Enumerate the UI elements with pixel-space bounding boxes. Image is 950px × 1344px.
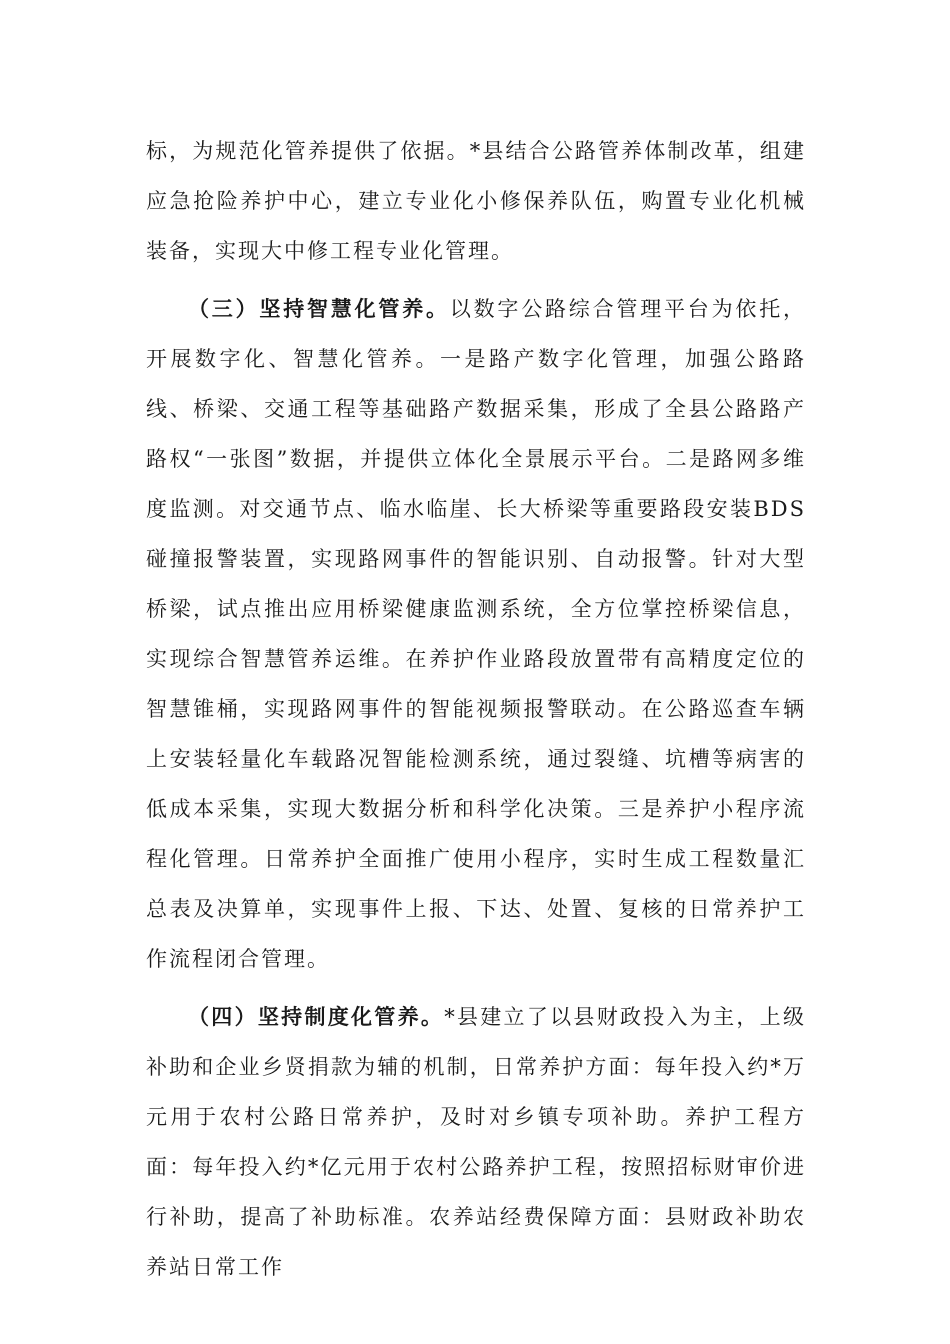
paragraph-institutional-maintenance bbox=[146, 992, 806, 1292]
paragraph-smart-maintenance bbox=[146, 284, 806, 984]
section-heading-institutional: （四）坚持制度化管养。 bbox=[188, 1004, 445, 1029]
section-heading-smart: （三）坚持智慧化管养。 bbox=[188, 296, 450, 321]
document-page bbox=[146, 126, 806, 1292]
paragraph-text: *县建立了以县财政投入为主，上级补助和企业乡贤捐款为辅的机制，日常养护方面：每年投入约*万元用于农村公路日常养护，及时对乡镇专项补助。养护工程方面：每年投入约*亿元用于农村公路养护工程，按照招标财审价进行补助，提高了补助标准。农养站经费保障方面：县财政补助农养站日常工作 bbox=[146, 1005, 807, 1279]
paragraph-text: 标，为规范化管养提供了依据。*县结合公路管养体制改革，组建应急抢险养护中心，建立专业化小修保养队伍，购置专业化机械装备，实现大中修工程专业化管理。 bbox=[146, 139, 806, 263]
paragraph-continuation bbox=[146, 126, 806, 276]
paragraph-text: 以数字公路综合管理平台为依托，开展数字化、智慧化管养。一是路产数字化管理，加强公路路线、桥梁、交通工程等基础路产数据采集，形成了全县公路路产路权“一张图”数据，并提供立体化全景展示平台。二是路网多维度监测。对交通节点、临水临崖、长大桥梁等重要路段安装BDS碰撞报警装置，实现路网事件的智能识别、自动报警。针对大型桥梁，试点推出应用桥梁健康监测系统，全方位掌控桥梁信息，实现综合智慧管养运维。在养护作业路段放置带有高精度定位的智慧锥桶，实现路网事件的智能视频报警联动。在公路巡查车辆上安装轻量化车载路况智能检测系统，通过裂缝、坑槽等病害的低成本采集，实现大数据分析和科学化决策。三是养护小程序流程化管理。日常养护全面推广使用小程序，实时生成工程数量汇总表及决算单，实现事件上报、下达、处置、复核的日常养护工作流程闭合管理。 bbox=[146, 297, 807, 971]
